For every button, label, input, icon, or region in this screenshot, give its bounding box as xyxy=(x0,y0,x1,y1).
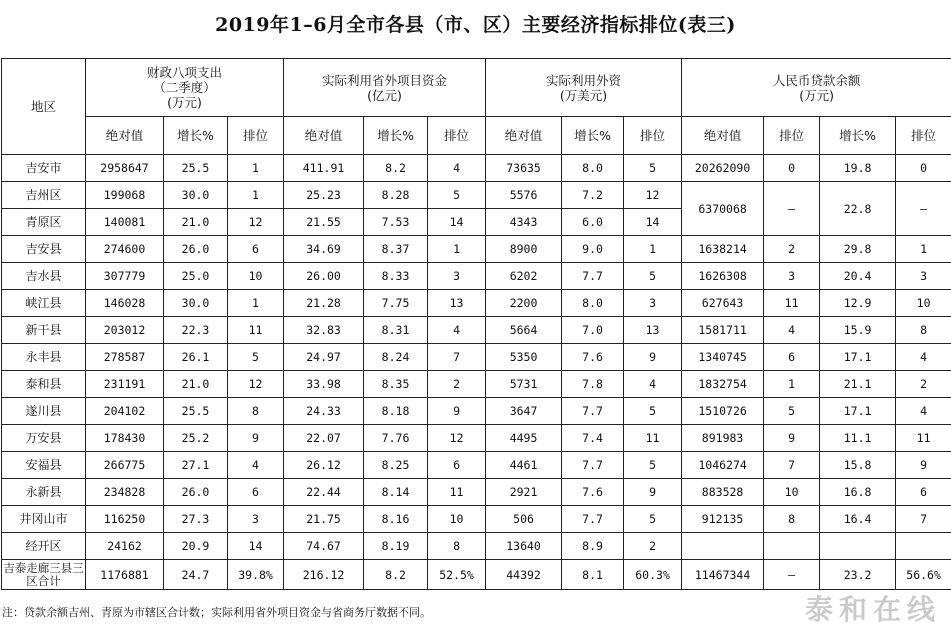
loan-growth-cell: 23.2 xyxy=(820,560,896,590)
table-row xyxy=(2,506,951,533)
subheader-abs: 绝对值 xyxy=(86,117,164,155)
loan-rank2-cell: 4 xyxy=(896,398,951,425)
loan-rank-cell: 5 xyxy=(764,398,820,425)
loan-growth-cell: 17.1 xyxy=(820,344,896,371)
fdi-abs-cell: 2200 xyxy=(486,290,562,317)
fiscal-rank-cell: 9 xyxy=(228,425,284,452)
loan-growth-cell: 19.8 xyxy=(820,155,896,182)
fiscal-rank-cell: 1 xyxy=(228,155,284,182)
funds-growth-cell: 7.53 xyxy=(364,209,428,236)
funds-share-cell: 52.5% xyxy=(428,560,486,590)
fdi-rank-cell: 2 xyxy=(624,533,682,560)
loan-rank2-cell: 8 xyxy=(896,317,951,344)
loan-rank-cell: 8 xyxy=(764,506,820,533)
loan-rank2-cell: 10 xyxy=(896,290,951,317)
loan-growth-cell: 16.8 xyxy=(820,479,896,506)
fdi-abs-cell: 506 xyxy=(486,506,562,533)
fdi-rank-cell: 5 xyxy=(624,506,682,533)
fdi-rank-cell: 5 xyxy=(624,452,682,479)
loan-growth-cell: 15.9 xyxy=(820,317,896,344)
fiscal-growth-cell: 26.0 xyxy=(164,236,228,263)
region-cell: 吉安市 xyxy=(2,155,86,182)
table-row xyxy=(2,155,951,182)
funds-rank-cell: 2 xyxy=(428,371,486,398)
fdi-rank-cell: 13 xyxy=(624,317,682,344)
fiscal-rank-cell: 6 xyxy=(228,479,284,506)
region-cell: 井冈山市 xyxy=(2,506,86,533)
fiscal-growth-cell: 30.0 xyxy=(164,182,228,209)
fdi-abs-cell: 13640 xyxy=(486,533,562,560)
fiscal-growth-cell: 22.3 xyxy=(164,317,228,344)
loan-abs-cell: 11467344 xyxy=(682,560,764,590)
subheader-rank: 排位 xyxy=(228,117,284,155)
fiscal-abs-cell: 274600 xyxy=(86,236,164,263)
region-cell-total: 吉泰走廊三县三区合计 xyxy=(3,560,84,588)
fdi-growth-cell: 8.0 xyxy=(562,290,624,317)
loan-abs-cell: 1510726 xyxy=(682,398,764,425)
region-cell: 青原区 xyxy=(2,209,86,236)
fiscal-growth-cell: 21.0 xyxy=(164,371,228,398)
loan-abs-cell: 1832754 xyxy=(682,371,764,398)
fiscal-abs-cell: 116250 xyxy=(86,506,164,533)
loan-rank-cell: 10 xyxy=(764,479,820,506)
table-row xyxy=(2,452,951,479)
loan-rank2-merged-cell: – xyxy=(896,182,951,236)
fdi-share-cell: 60.3% xyxy=(624,560,682,590)
funds-abs-cell: 216.12 xyxy=(284,560,364,590)
funds-rank-cell: 3 xyxy=(428,263,486,290)
loan-rank-cell: 4 xyxy=(764,317,820,344)
fiscal-rank-cell: 6 xyxy=(228,236,284,263)
subheader-rank: 排位 xyxy=(624,117,682,155)
fdi-rank-cell: 11 xyxy=(624,425,682,452)
fdi-growth-cell: 7.6 xyxy=(562,479,624,506)
fdi-growth-cell: 8.9 xyxy=(562,533,624,560)
subheader-abs: 绝对值 xyxy=(486,117,562,155)
fdi-growth-cell: 7.6 xyxy=(562,344,624,371)
table-row xyxy=(2,398,951,425)
loan-abs-cell: 891983 xyxy=(682,425,764,452)
header-row-groups xyxy=(2,59,951,117)
fiscal-abs-cell: 307779 xyxy=(86,263,164,290)
fdi-rank-cell: 14 xyxy=(624,209,682,236)
funds-abs-cell: 25.23 xyxy=(284,182,364,209)
fdi-rank-cell: 3 xyxy=(624,290,682,317)
fiscal-rank-cell: 14 xyxy=(228,533,284,560)
fdi-growth-cell: 8.1 xyxy=(562,560,624,590)
loan-growth-cell: 16.4 xyxy=(820,506,896,533)
subheader-rank: 排位 xyxy=(896,117,951,155)
loan-abs-cell: 1046274 xyxy=(682,452,764,479)
site-watermark: 泰和在线 xyxy=(804,593,941,626)
region-cell: 泰和县 xyxy=(2,371,86,398)
funds-growth-cell: 7.76 xyxy=(364,425,428,452)
loan-growth-cell xyxy=(820,533,896,560)
fiscal-abs-cell: 146028 xyxy=(86,290,164,317)
fdi-rank-cell: 9 xyxy=(624,344,682,371)
loan-growth-cell: 17.1 xyxy=(820,398,896,425)
table-row xyxy=(2,236,951,263)
fiscal-rank-cell: 11 xyxy=(228,317,284,344)
fiscal-rank-cell: 1 xyxy=(228,182,284,209)
fiscal-growth-cell: 20.9 xyxy=(164,533,228,560)
funds-growth-cell: 8.18 xyxy=(364,398,428,425)
fdi-abs-cell: 5576 xyxy=(486,182,562,209)
region-cell: 吉水县 xyxy=(2,263,86,290)
loan-rank-cell: – xyxy=(764,560,820,590)
fdi-growth-cell: 7.7 xyxy=(562,263,624,290)
fiscal-abs-cell: 203012 xyxy=(86,317,164,344)
loan-rank-cell: 2 xyxy=(764,236,820,263)
fdi-rank-cell: 1 xyxy=(624,236,682,263)
fiscal-abs-cell: 234828 xyxy=(86,479,164,506)
funds-abs-cell: 26.00 xyxy=(284,263,364,290)
funds-growth-cell: 8.28 xyxy=(364,182,428,209)
fdi-growth-cell: 7.7 xyxy=(562,506,624,533)
funds-growth-cell: 8.25 xyxy=(364,452,428,479)
region-cell: 永丰县 xyxy=(2,344,86,371)
loan-abs-cell: 20262090 xyxy=(682,155,764,182)
region-cell: 峡江县 xyxy=(2,290,86,317)
subheader-abs: 绝对值 xyxy=(284,117,364,155)
fdi-abs-cell: 2921 xyxy=(486,479,562,506)
subheader-abs: 绝对值 xyxy=(682,117,764,155)
loan-rank-cell: 0 xyxy=(764,155,820,182)
fiscal-abs-cell: 2958647 xyxy=(86,155,164,182)
table-row xyxy=(2,263,951,290)
fiscal-rank-cell: 12 xyxy=(228,209,284,236)
fdi-growth-cell: 8.0 xyxy=(562,155,624,182)
table-row xyxy=(2,479,951,506)
loan-rank2-cell: 7 xyxy=(896,506,951,533)
funds-abs-cell: 34.69 xyxy=(284,236,364,263)
fiscal-rank-cell: 1 xyxy=(228,290,284,317)
fdi-abs-cell: 73635 xyxy=(486,155,562,182)
fiscal-abs-cell: 278587 xyxy=(86,344,164,371)
funds-rank-cell: 7 xyxy=(428,344,486,371)
fiscal-abs-cell: 199068 xyxy=(86,182,164,209)
fiscal-growth-cell: 26.1 xyxy=(164,344,228,371)
loan-growth-merged-cell: 22.8 xyxy=(820,182,896,236)
fiscal-growth-cell: 25.5 xyxy=(164,398,228,425)
page-title: 2019年1–6月全市各县（市、区）主要经济指标排位(表三) xyxy=(215,14,736,36)
funds-rank-cell: 1 xyxy=(428,236,486,263)
loan-share-cell: 56.6% xyxy=(896,560,951,590)
funds-abs-cell: 21.55 xyxy=(284,209,364,236)
loan-rank2-cell: 3 xyxy=(896,263,951,290)
subheader-growth: 增长% xyxy=(364,117,428,155)
fiscal-growth-cell: 25.2 xyxy=(164,425,228,452)
fdi-abs-cell: 4461 xyxy=(486,452,562,479)
fiscal-rank-cell: 5 xyxy=(228,344,284,371)
region-cell: 遂川县 xyxy=(2,398,86,425)
loan-rank-cell: 7 xyxy=(764,452,820,479)
fdi-abs-cell: 3647 xyxy=(486,398,562,425)
fiscal-growth-cell: 24.7 xyxy=(164,560,228,590)
header-fiscal-expenditure: 财政八项支出 （二季度） (万元) xyxy=(86,59,284,117)
loan-abs-cell: 1638214 xyxy=(682,236,764,263)
funds-rank-cell: 9 xyxy=(428,398,486,425)
fiscal-abs-cell: 204102 xyxy=(86,398,164,425)
loan-growth-cell: 11.1 xyxy=(820,425,896,452)
fdi-growth-cell: 7.4 xyxy=(562,425,624,452)
fdi-rank-cell: 9 xyxy=(624,479,682,506)
header-row-sub xyxy=(2,117,951,155)
funds-abs-cell: 21.75 xyxy=(284,506,364,533)
fdi-growth-cell: 7.7 xyxy=(562,398,624,425)
loan-rank2-cell: 11 xyxy=(896,425,951,452)
fiscal-abs-cell: 1176881 xyxy=(86,560,164,590)
loan-growth-cell: 21.1 xyxy=(820,371,896,398)
fiscal-abs-cell: 140081 xyxy=(86,209,164,236)
fiscal-share-cell: 39.8% xyxy=(228,560,284,590)
fiscal-growth-cell: 27.3 xyxy=(164,506,228,533)
loan-abs-cell: 1581711 xyxy=(682,317,764,344)
loan-growth-cell: 29.8 xyxy=(820,236,896,263)
fdi-growth-cell: 7.2 xyxy=(562,182,624,209)
subheader-rank: 排位 xyxy=(764,117,820,155)
fiscal-growth-cell: 27.1 xyxy=(164,452,228,479)
funds-rank-cell: 6 xyxy=(428,452,486,479)
loan-abs-cell xyxy=(682,533,764,560)
table-row xyxy=(2,371,951,398)
indicator-table xyxy=(1,58,951,590)
fiscal-abs-cell: 231191 xyxy=(86,371,164,398)
funds-growth-cell: 8.24 xyxy=(364,344,428,371)
loan-rank2-cell: 4 xyxy=(896,344,951,371)
fiscal-abs-cell: 178430 xyxy=(86,425,164,452)
fdi-abs-cell: 4343 xyxy=(486,209,562,236)
subheader-growth: 增长% xyxy=(820,117,896,155)
funds-growth-cell: 8.14 xyxy=(364,479,428,506)
loan-rank2-cell: 6 xyxy=(896,479,951,506)
funds-rank-cell: 10 xyxy=(428,506,486,533)
region-cell: 万安县 xyxy=(2,425,86,452)
funds-rank-cell: 8 xyxy=(428,533,486,560)
loan-rank-cell: 9 xyxy=(764,425,820,452)
loan-rank2-cell: 1 xyxy=(896,236,951,263)
loan-rank-cell: 11 xyxy=(764,290,820,317)
fdi-abs-cell: 4495 xyxy=(486,425,562,452)
fdi-rank-cell: 5 xyxy=(624,263,682,290)
funds-rank-cell: 14 xyxy=(428,209,486,236)
loan-growth-cell: 20.4 xyxy=(820,263,896,290)
funds-growth-cell: 8.2 xyxy=(364,155,428,182)
fdi-rank-cell: 5 xyxy=(624,398,682,425)
funds-abs-cell: 24.33 xyxy=(284,398,364,425)
funds-growth-cell: 8.2 xyxy=(364,560,428,590)
fdi-abs-cell: 8900 xyxy=(486,236,562,263)
table-row-total xyxy=(2,560,951,590)
table-row xyxy=(2,317,951,344)
loan-abs-merged-cell: 6370068 xyxy=(682,182,764,236)
fdi-abs-cell: 5664 xyxy=(486,317,562,344)
fiscal-abs-cell: 266775 xyxy=(86,452,164,479)
fdi-growth-cell: 9.0 xyxy=(562,236,624,263)
funds-growth-cell: 8.19 xyxy=(364,533,428,560)
loan-abs-cell: 883528 xyxy=(682,479,764,506)
loan-rank-cell: 1 xyxy=(764,371,820,398)
fdi-rank-cell: 5 xyxy=(624,155,682,182)
region-cell: 吉安县 xyxy=(2,236,86,263)
funds-abs-cell: 26.12 xyxy=(284,452,364,479)
table-row xyxy=(2,533,951,560)
subheader-growth: 增长% xyxy=(164,117,228,155)
fdi-growth-cell: 7.8 xyxy=(562,371,624,398)
fiscal-rank-cell: 4 xyxy=(228,452,284,479)
funds-rank-cell: 12 xyxy=(428,425,486,452)
fdi-abs-cell: 44392 xyxy=(486,560,562,590)
subheader-rank: 排位 xyxy=(428,117,486,155)
subheader-growth: 增长% xyxy=(562,117,624,155)
table-row xyxy=(2,344,951,371)
fdi-growth-cell: 6.0 xyxy=(562,209,624,236)
header-provincial-funds: 实际利用省外项目资金 (亿元) xyxy=(284,59,486,117)
fdi-growth-cell: 7.7 xyxy=(562,452,624,479)
fiscal-growth-cell: 21.0 xyxy=(164,209,228,236)
funds-growth-cell: 8.35 xyxy=(364,371,428,398)
loan-growth-cell: 15.8 xyxy=(820,452,896,479)
table-footnote: 注：贷款余额吉州、青原为市辖区合计数；实际利用省外项目资金与省商务厅数据不同。 xyxy=(2,606,431,619)
funds-rank-cell: 11 xyxy=(428,479,486,506)
table-row xyxy=(2,425,951,452)
funds-abs-cell: 24.97 xyxy=(284,344,364,371)
fdi-rank-cell: 4 xyxy=(624,371,682,398)
fdi-abs-cell: 5731 xyxy=(486,371,562,398)
loan-rank2-cell xyxy=(896,533,951,560)
region-cell: 新干县 xyxy=(2,317,86,344)
funds-abs-cell: 22.44 xyxy=(284,479,364,506)
funds-growth-cell: 7.75 xyxy=(364,290,428,317)
loan-rank-cell xyxy=(764,533,820,560)
fiscal-rank-cell: 10 xyxy=(228,263,284,290)
loan-growth-cell: 12.9 xyxy=(820,290,896,317)
fiscal-growth-cell: 25.5 xyxy=(164,155,228,182)
region-cell: 吉州区 xyxy=(2,182,86,209)
loan-abs-cell: 1626308 xyxy=(682,263,764,290)
fiscal-rank-cell: 8 xyxy=(228,398,284,425)
table-row xyxy=(2,290,951,317)
funds-abs-cell: 32.83 xyxy=(284,317,364,344)
loan-rank-cell: 3 xyxy=(764,263,820,290)
fiscal-growth-cell: 30.0 xyxy=(164,290,228,317)
fiscal-abs-cell: 24162 xyxy=(86,533,164,560)
loan-abs-cell: 912135 xyxy=(682,506,764,533)
funds-abs-cell: 21.28 xyxy=(284,290,364,317)
fdi-abs-cell: 5350 xyxy=(486,344,562,371)
loan-abs-cell: 627643 xyxy=(682,290,764,317)
funds-rank-cell: 4 xyxy=(428,317,486,344)
loan-rank2-cell: 9 xyxy=(896,452,951,479)
funds-rank-cell: 4 xyxy=(428,155,486,182)
fdi-abs-cell: 6202 xyxy=(486,263,562,290)
fdi-growth-cell: 7.0 xyxy=(562,317,624,344)
table-row xyxy=(2,182,951,209)
funds-growth-cell: 8.31 xyxy=(364,317,428,344)
fiscal-growth-cell: 26.0 xyxy=(164,479,228,506)
region-cell: 永新县 xyxy=(2,479,86,506)
loan-abs-cell: 1340745 xyxy=(682,344,764,371)
funds-rank-cell: 5 xyxy=(428,182,486,209)
loan-rank2-cell: 2 xyxy=(896,371,951,398)
fiscal-rank-cell: 3 xyxy=(228,506,284,533)
loan-rank-cell: 6 xyxy=(764,344,820,371)
loan-rank-merged-cell: – xyxy=(764,182,820,236)
region-cell: 经开区 xyxy=(2,533,86,560)
funds-rank-cell: 13 xyxy=(428,290,486,317)
fiscal-growth-cell: 25.0 xyxy=(164,263,228,290)
funds-growth-cell: 8.33 xyxy=(364,263,428,290)
header-region: 地区 xyxy=(2,59,86,155)
loan-rank2-cell: 0 xyxy=(896,155,951,182)
funds-abs-cell: 74.67 xyxy=(284,533,364,560)
fiscal-rank-cell: 12 xyxy=(228,371,284,398)
header-foreign-investment: 实际利用外资 (万美元) xyxy=(486,59,682,117)
header-rmb-loans: 人民币贷款余额 (万元) xyxy=(682,59,951,117)
funds-abs-cell: 33.98 xyxy=(284,371,364,398)
region-cell: 安福县 xyxy=(2,452,86,479)
fdi-rank-cell: 12 xyxy=(624,182,682,209)
funds-growth-cell: 8.37 xyxy=(364,236,428,263)
funds-growth-cell: 8.16 xyxy=(364,506,428,533)
funds-abs-cell: 411.91 xyxy=(284,155,364,182)
funds-abs-cell: 22.07 xyxy=(284,425,364,452)
